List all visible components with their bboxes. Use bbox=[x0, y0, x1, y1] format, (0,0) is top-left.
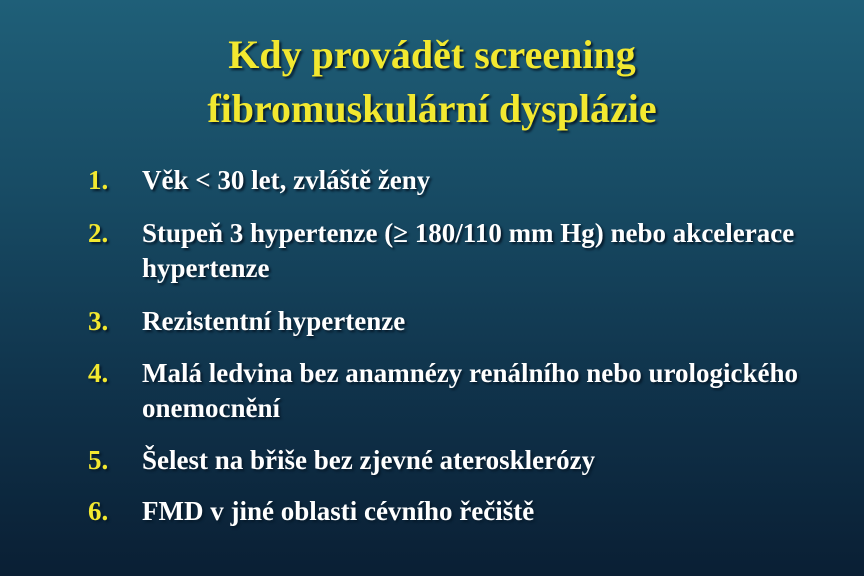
list-item bbox=[88, 304, 808, 339]
list-item-number: 3. bbox=[88, 306, 109, 336]
list-item-number: 1. bbox=[88, 165, 109, 195]
list-item bbox=[88, 163, 808, 198]
list-item bbox=[88, 216, 808, 286]
list-item-text: Rezistentní hypertenze bbox=[142, 306, 406, 336]
list-item-number: 4. bbox=[88, 358, 109, 388]
title-line-2: fibromuskulární dysplázie bbox=[207, 86, 657, 131]
list-item-text: FMD v jiné oblasti cévního řečiště bbox=[142, 496, 535, 526]
list-item bbox=[88, 356, 808, 426]
list-item-text: Šelest na břiše bez zjevné aterosklerózy bbox=[142, 445, 596, 475]
list-item-text: Stupeň 3 hypertenze (≥ 180/110 mm Hg) nebo akcelerace hypertenze bbox=[142, 218, 795, 283]
list-item bbox=[88, 443, 808, 478]
list-item-number: 2. bbox=[88, 218, 109, 248]
list-item-text: Malá ledvina bez anamnézy renálního nebo urologického onemocnění bbox=[142, 358, 799, 423]
slide-title bbox=[0, 28, 864, 136]
criteria-list bbox=[88, 163, 808, 529]
list-item-number: 6. bbox=[88, 496, 109, 526]
list-item bbox=[88, 494, 808, 529]
list-item-text: Věk < 30 let, zvláště ženy bbox=[142, 165, 431, 195]
list-item-number: 5. bbox=[88, 445, 109, 475]
title-line-1: Kdy provádět screening bbox=[228, 32, 636, 77]
